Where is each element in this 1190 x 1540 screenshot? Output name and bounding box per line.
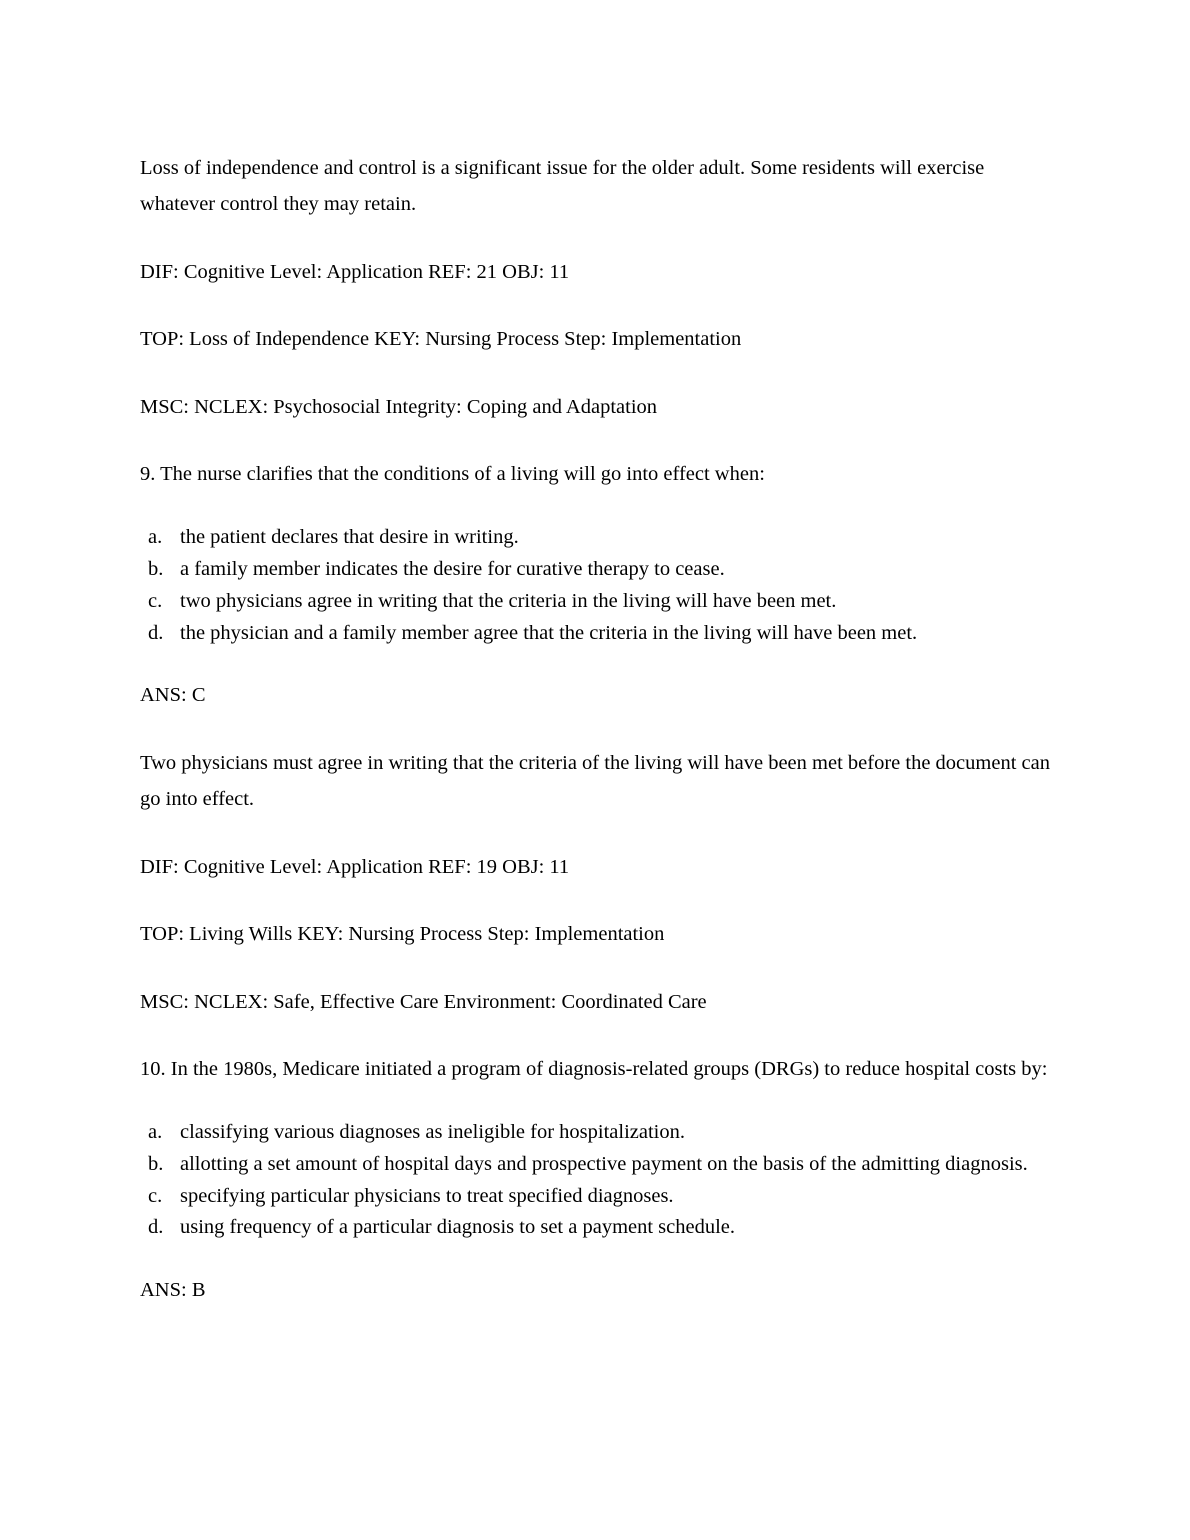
rationale-paragraph-8: Loss of independence and control is a significant issue for the older adult. Some residents will exercise whatever control they may retain. bbox=[140, 157, 985, 216]
answer-option-label: c. bbox=[148, 1184, 163, 1207]
answer-option-label: d. bbox=[148, 1216, 164, 1239]
answer-line-9: ANS: C bbox=[140, 684, 206, 707]
answer-option-text: the patient declares that desire in writing. bbox=[180, 525, 519, 548]
answer-option[interactable] bbox=[140, 1214, 1050, 1242]
answer-option[interactable] bbox=[140, 1119, 1050, 1147]
answer-option-text: allotting a set amount of hospital days and prospective payment on the basis of the admitting diagnosis. bbox=[180, 1152, 1028, 1175]
answer-option-label: c. bbox=[148, 589, 163, 612]
top-key-line-9: TOP: Living Wills KEY: Nursing Process Step: Implementation bbox=[140, 923, 665, 946]
answer-option-text: classifying various diagnoses as ineligible for hospitalization. bbox=[180, 1120, 685, 1143]
dif-line-9: DIF: Cognitive Level: Application REF: 19 OBJ: 11 bbox=[140, 855, 570, 878]
top-key-line-8: TOP: Loss of Independence KEY: Nursing Process Step: Implementation bbox=[140, 328, 742, 351]
answer-option-label: b. bbox=[148, 557, 164, 580]
answer-option-label: d. bbox=[148, 621, 164, 644]
answer-option-text: two physicians agree in writing that the criteria in the living will have been met. bbox=[180, 589, 837, 612]
answer-option[interactable] bbox=[140, 524, 1050, 552]
answer-options-9 bbox=[140, 524, 1050, 648]
msc-line-8: MSC: NCLEX: Psychosocial Integrity: Coping and Adaptation bbox=[140, 395, 658, 418]
answer-option[interactable] bbox=[140, 1151, 1050, 1179]
answer-option-label: b. bbox=[148, 1152, 164, 1175]
document-body bbox=[140, 150, 1050, 1309]
answer-option[interactable] bbox=[140, 556, 1050, 584]
answer-option-text: using frequency of a particular diagnosis to set a payment schedule. bbox=[180, 1216, 736, 1239]
answer-option[interactable] bbox=[140, 1183, 1050, 1211]
msc-line-9: MSC: NCLEX: Safe, Effective Care Environment: Coordinated Care bbox=[140, 990, 707, 1013]
question-stem-9: 9. The nurse clarifies that the conditions of a living will go into effect when: bbox=[140, 463, 765, 486]
answer-option[interactable] bbox=[140, 620, 1050, 648]
answer-options-10 bbox=[140, 1119, 1050, 1243]
answer-option[interactable] bbox=[140, 588, 1050, 616]
dif-line-8: DIF: Cognitive Level: Application REF: 21 OBJ: 11 bbox=[140, 260, 570, 283]
rationale-paragraph-9: Two physicians must agree in writing that the criteria of the living will have been met before the document can go into effect. bbox=[140, 751, 1050, 811]
answer-option-label: a. bbox=[148, 1120, 163, 1143]
answer-option-text: specifying particular physicians to treat specified diagnoses. bbox=[180, 1184, 674, 1207]
answer-option-text: a family member indicates the desire for curative therapy to cease. bbox=[180, 557, 725, 580]
answer-option-text: the physician and a family member agree that the criteria in the living will have been met. bbox=[180, 621, 918, 644]
question-stem-10: 10. In the 1980s, Medicare initiated a program of diagnosis-related groups (DRGs) to reduce hospital costs by: bbox=[140, 1058, 1048, 1081]
answer-line-10: ANS: B bbox=[140, 1279, 206, 1302]
answer-option-label: a. bbox=[148, 525, 163, 548]
